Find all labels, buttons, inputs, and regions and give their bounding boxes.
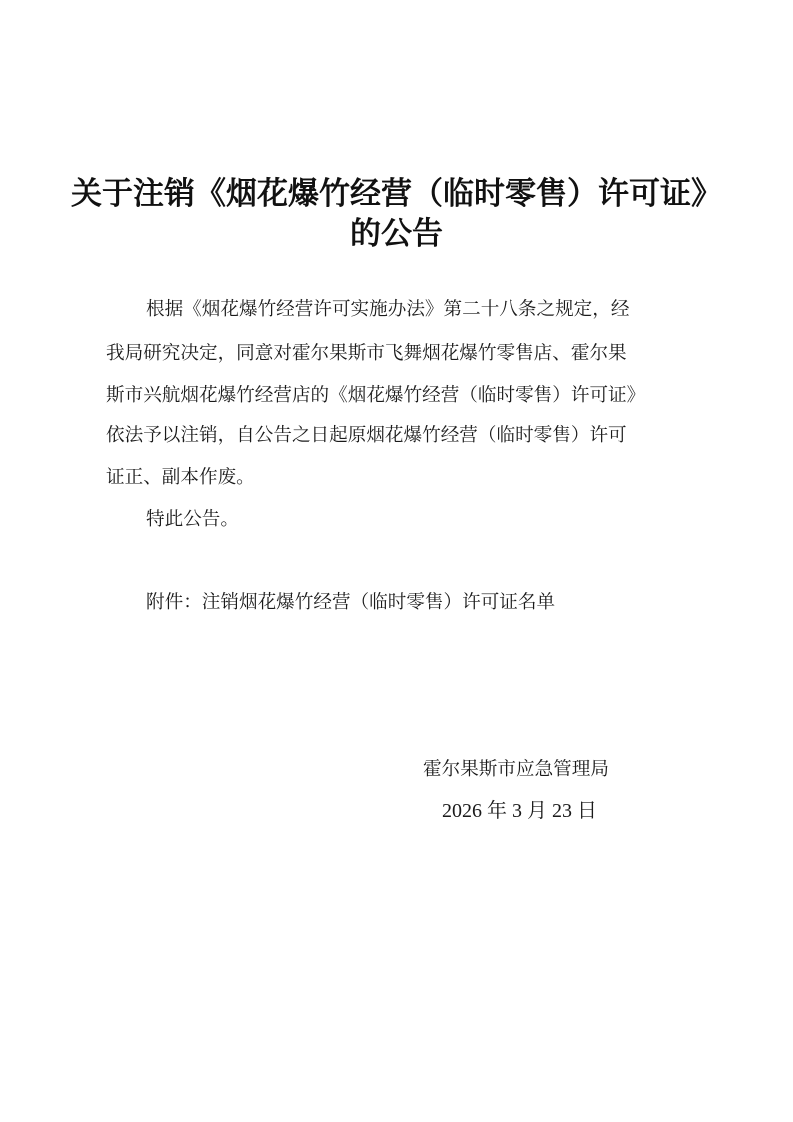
body-line-2: 我局研究决定，同意对霍尔果斯市飞舞烟花爆竹零售店、霍尔果 bbox=[106, 343, 627, 364]
issuing-organization: 霍尔果斯市应急管理局 bbox=[423, 759, 609, 780]
body-line-3: 斯市兴航烟花爆竹经营店的《烟花爆竹经营（临时零售）许可证》 bbox=[106, 385, 646, 406]
closing-statement: 特此公告。 bbox=[146, 509, 239, 530]
body-line-1: 根据《烟花爆竹经营许可实施办法》第二十八条之规定，经 bbox=[146, 299, 630, 320]
body-line-4: 依法予以注销，自公告之日起原烟花爆竹经营（临时零售）许可 bbox=[106, 425, 627, 446]
attachment-note: 附件：注销烟花爆竹经营（临时零售）许可证名单 bbox=[146, 592, 556, 613]
document-title-line-1: 关于注销《烟花爆竹经营（临时零售）许可证》 bbox=[71, 176, 722, 212]
body-line-5: 证正、副本作废。 bbox=[106, 467, 255, 488]
issue-date: 2026 年 3 月 23 日 bbox=[442, 800, 597, 822]
document-title-line-2: 的公告 bbox=[350, 216, 443, 252]
